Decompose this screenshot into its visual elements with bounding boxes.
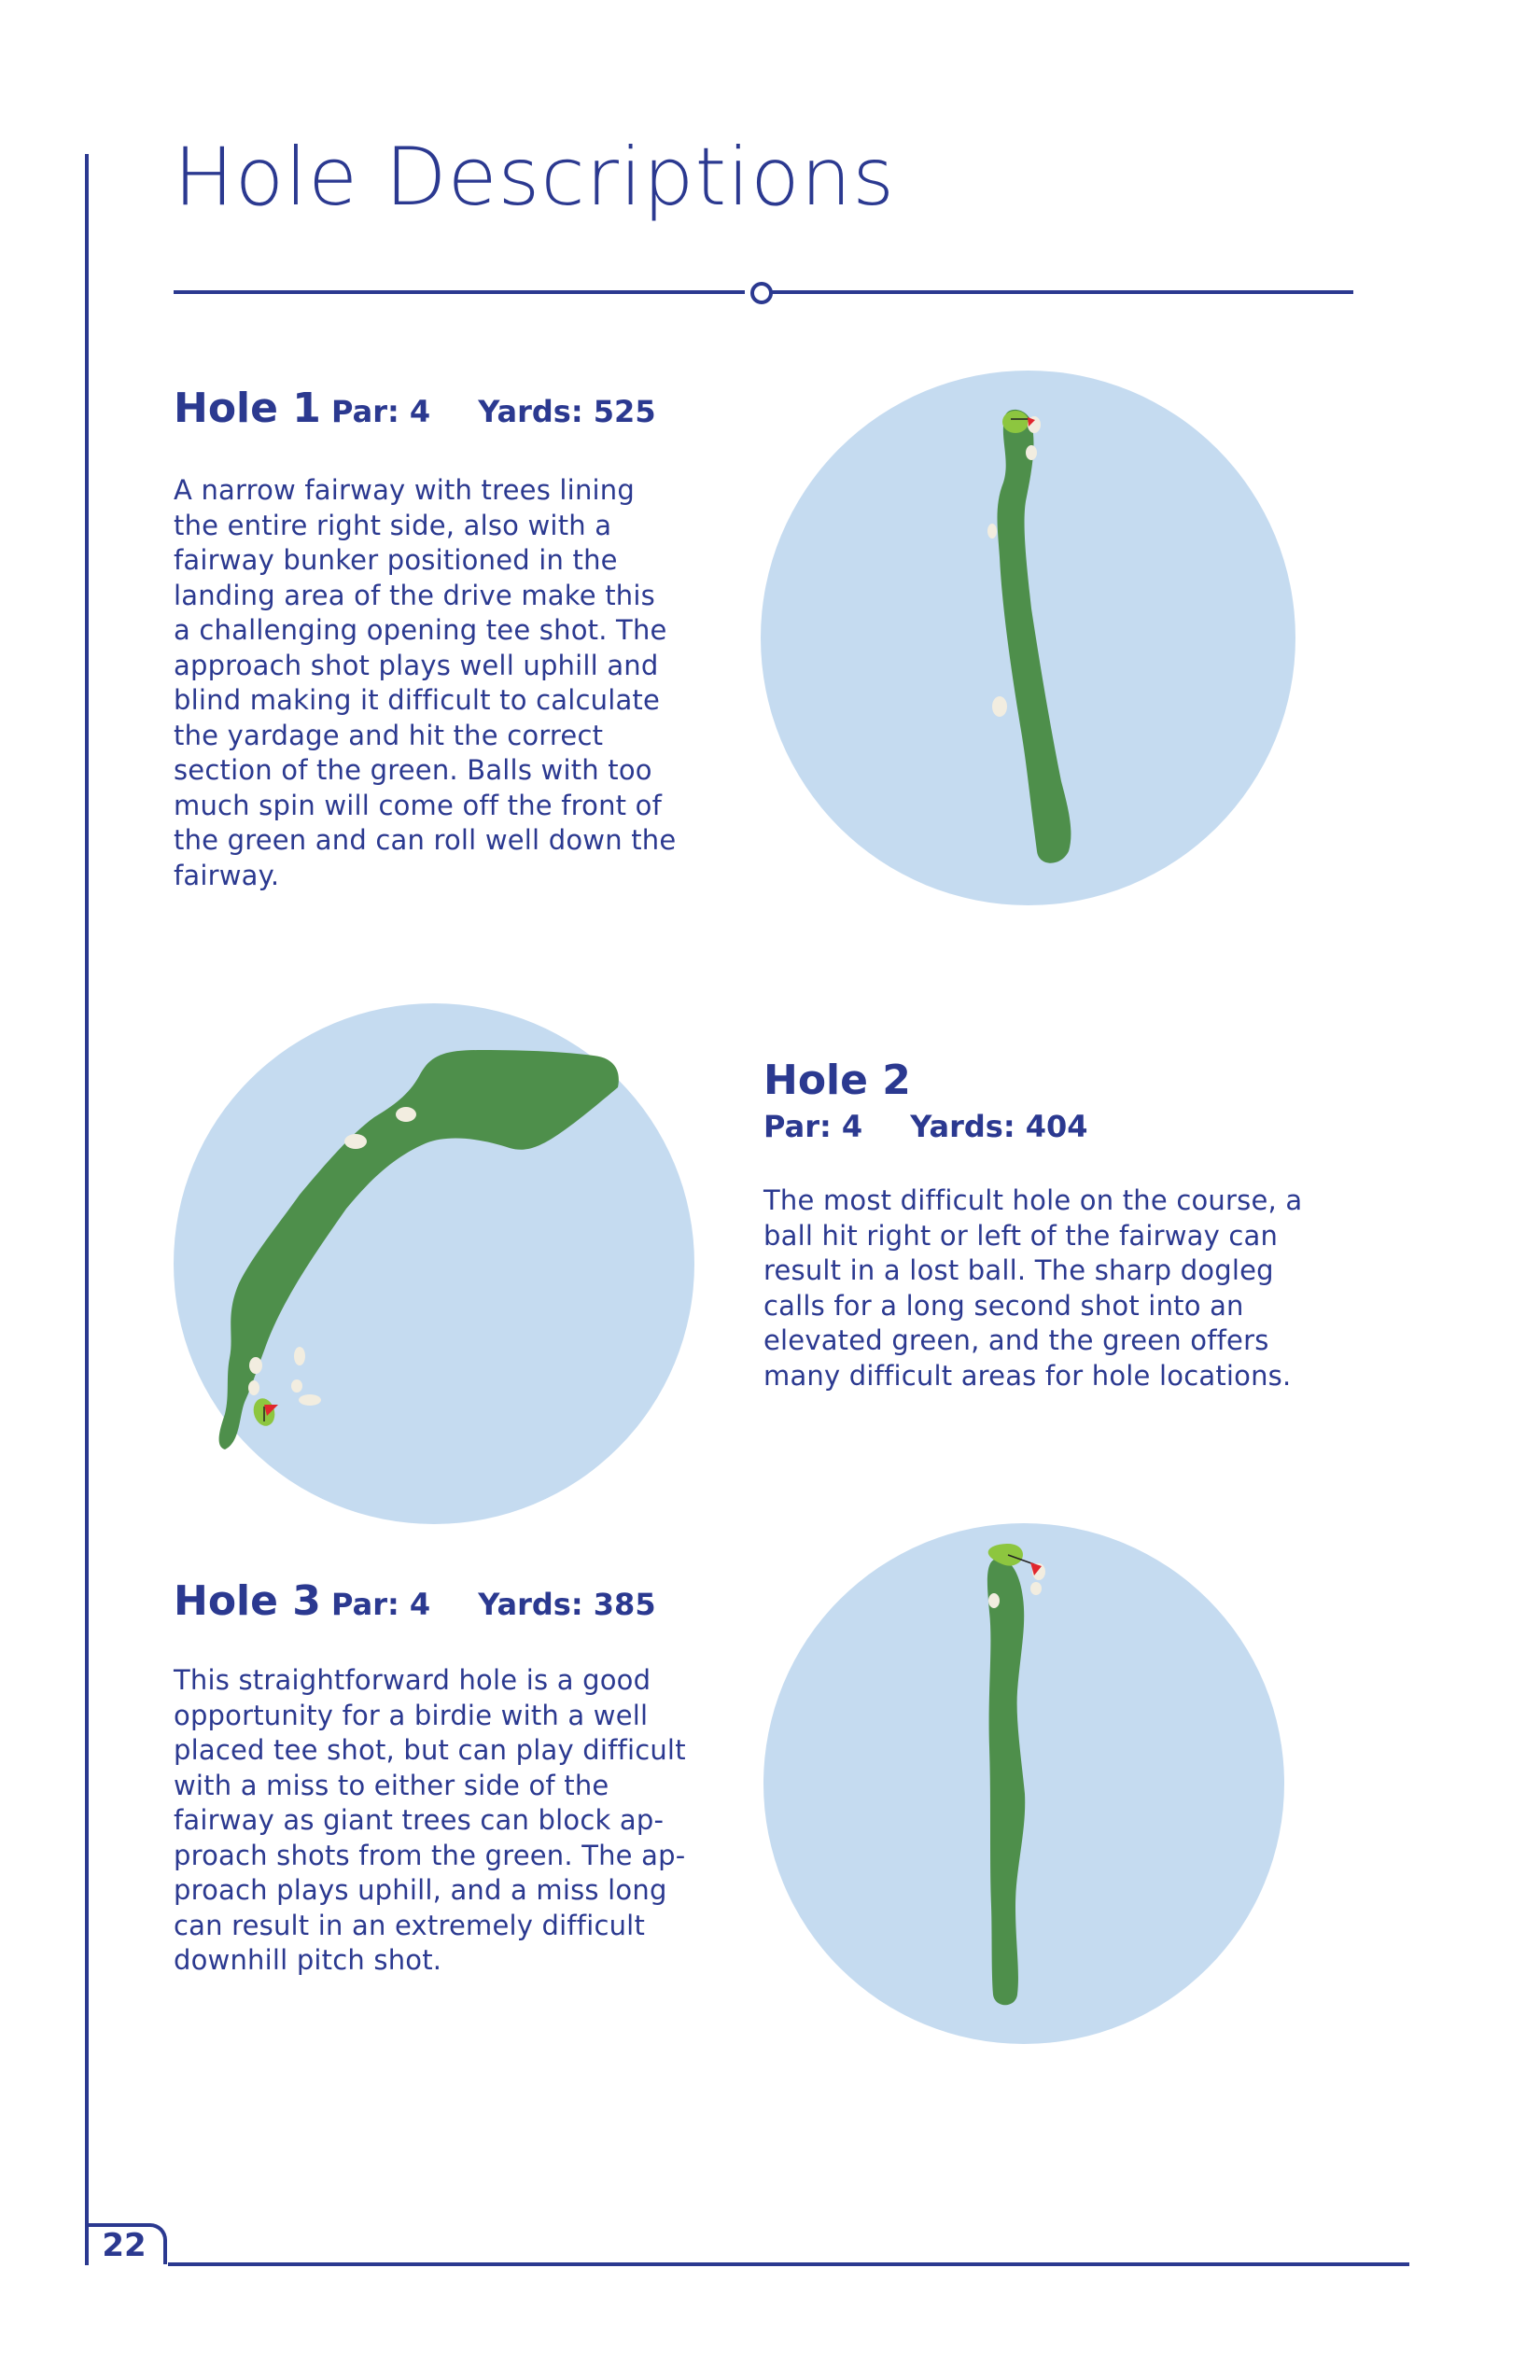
bunker-icon (344, 1134, 367, 1149)
hole-1-heading (174, 385, 656, 432)
hole-1-yards: Yards: 525 (478, 394, 656, 429)
hole-1-map (761, 371, 1295, 905)
bunker-icon (248, 1380, 259, 1395)
hole-2-yards: Yards: 404 (910, 1109, 1088, 1144)
hole-3-map (763, 1523, 1284, 2044)
bunker-icon (396, 1107, 416, 1122)
hole-2-par: Par: 4 (763, 1109, 863, 1144)
divider-ornament-icon (750, 282, 773, 304)
hole-2-name: Hole 2 (763, 1057, 911, 1104)
title-divider-right (771, 290, 1353, 294)
hole-3-yards: Yards: 385 (478, 1587, 656, 1622)
hole-1-par: Par: 4 (331, 394, 431, 429)
bunker-icon (294, 1347, 305, 1365)
title-divider-left (174, 290, 745, 294)
hole-3-par: Par: 4 (331, 1587, 431, 1622)
hole-3-name: Hole 3 (174, 1577, 321, 1625)
page-title: Hole Descriptions (174, 131, 896, 224)
hole-1-description: A narrow fairway with trees lining the entire right side, also with a fairway bunker positioned in the landing area of the drive make this a challenging opening tee shot. The approach shot plays well uphill and blind making it difficult to calculate the yardage and hit the correct section of the green. Balls with too much spin will come off the front of the green and can roll well down the fairway. (174, 474, 677, 891)
hole-2-map (174, 1003, 694, 1524)
green-icon (1002, 411, 1029, 433)
hole-3-map-circle (763, 1523, 1284, 2044)
hole-2-heading (763, 1057, 911, 1104)
bunker-icon (1030, 1582, 1042, 1595)
bunker-icon (249, 1357, 262, 1374)
hole-2-meta (763, 1109, 1088, 1144)
bunker-icon (987, 524, 997, 539)
left-border-line (85, 154, 89, 2265)
hole-3-description: This straightforward hole is a good opportunity for a birdie with a well placed tee shot, but can play difficult with a miss to either side of the fairway as giant trees can block ap- proach shots from the green. The ap- proach plays uphill, and a miss long can result in an extremely difficult downhill pitch shot. (174, 1664, 686, 1976)
page-number: 22 (85, 2223, 167, 2264)
hole-2-description: The most difficult hole on the course, a ball hit right or left of the fairway can result in a lost ball. The sharp dogleg calls for a long second shot into an elevated green, and the green offers many difficult areas for hole locations. (763, 1184, 1303, 1392)
hole-3-heading (174, 1577, 656, 1625)
bottom-border-line (168, 2262, 1409, 2266)
bunker-icon (992, 696, 1007, 717)
bunker-icon (291, 1379, 302, 1393)
bunker-icon (988, 1593, 1000, 1608)
bunker-icon (299, 1394, 321, 1406)
bunker-icon (1026, 445, 1037, 460)
hole-1-name: Hole 1 (174, 385, 321, 432)
